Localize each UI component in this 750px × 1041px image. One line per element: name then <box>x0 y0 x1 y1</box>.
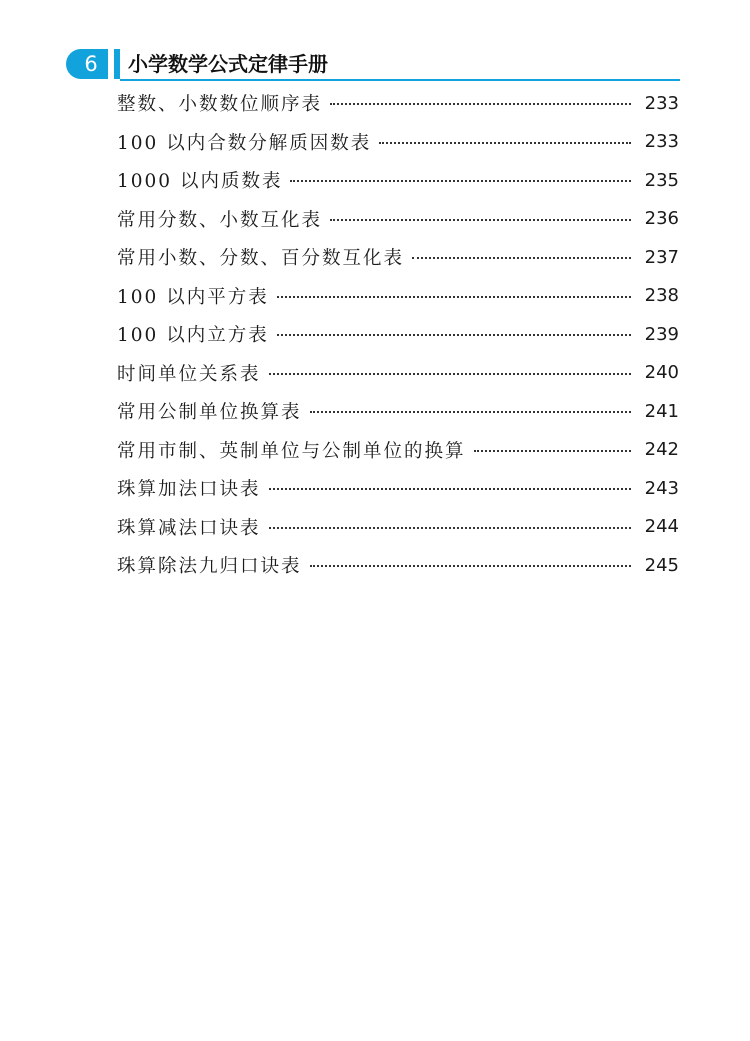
toc-entry-page: 239 <box>644 323 679 345</box>
dot-leader <box>474 450 631 452</box>
table-of-contents <box>117 84 679 585</box>
toc-entry-page: 241 <box>644 400 679 422</box>
toc-entry[interactable] <box>117 546 679 585</box>
header-rule <box>120 79 680 81</box>
dot-leader <box>379 142 631 144</box>
toc-entry-title: 常用公制单位换算表 <box>117 402 302 424</box>
toc-entry-page: 238 <box>644 285 679 307</box>
dot-leader <box>269 373 631 375</box>
toc-entry-title: 100 以内立方表 <box>117 325 269 347</box>
toc-entry-title: 100 以内平方表 <box>117 286 269 308</box>
dot-leader <box>330 219 631 221</box>
toc-entry[interactable] <box>117 392 679 431</box>
dot-leader <box>269 527 631 529</box>
toc-entry-title: 常用市制、英制单位与公制单位的换算 <box>117 440 466 462</box>
toc-entry-title: 1000 以内质数表 <box>117 171 283 193</box>
toc-entry-page: 237 <box>644 246 679 268</box>
dot-leader <box>269 488 631 490</box>
toc-entry-page: 244 <box>644 516 679 538</box>
dot-leader <box>310 411 631 413</box>
toc-entry-page: 233 <box>644 92 679 114</box>
toc-entry-page: 235 <box>644 169 679 191</box>
toc-entry[interactable] <box>117 161 679 200</box>
dot-leader <box>277 296 631 298</box>
toc-entry[interactable] <box>117 431 679 470</box>
dot-leader <box>310 565 631 567</box>
toc-entry-page: 242 <box>644 439 679 461</box>
toc-entry-title: 常用小数、分数、百分数互化表 <box>117 248 405 270</box>
toc-entry[interactable] <box>117 84 679 123</box>
toc-entry-page: 243 <box>644 477 679 499</box>
toc-entry-page: 240 <box>644 362 679 384</box>
toc-entry[interactable] <box>117 469 679 508</box>
dot-leader <box>412 257 631 259</box>
toc-entry[interactable] <box>117 354 679 393</box>
toc-entry-title: 珠算除法九归口诀表 <box>117 556 302 578</box>
toc-entry-title: 珠算减法口诀表 <box>117 517 261 539</box>
toc-entry-title: 珠算加法口诀表 <box>117 479 261 501</box>
toc-entry-title: 常用分数、小数互化表 <box>117 209 323 231</box>
page-number-badge: 6 <box>66 49 114 79</box>
book-title: 小学数学公式定律手册 <box>128 52 328 76</box>
dot-leader <box>290 180 631 182</box>
toc-entry-title: 时间单位关系表 <box>117 363 261 385</box>
toc-entry-page: 245 <box>644 554 679 576</box>
toc-entry[interactable] <box>117 123 679 162</box>
dot-leader <box>277 334 631 336</box>
toc-entry-title: 整数、小数数位顺序表 <box>117 94 323 116</box>
toc-entry-title: 100 以内合数分解质因数表 <box>117 132 372 154</box>
toc-entry[interactable] <box>117 508 679 547</box>
toc-entry[interactable] <box>117 200 679 239</box>
toc-entry[interactable] <box>117 277 679 316</box>
toc-entry[interactable] <box>117 238 679 277</box>
toc-entry-page: 236 <box>644 208 679 230</box>
toc-entry-page: 233 <box>644 131 679 153</box>
dot-leader <box>330 103 631 105</box>
toc-entry[interactable] <box>117 315 679 354</box>
page-header <box>66 46 680 82</box>
badge-tail <box>114 49 120 79</box>
